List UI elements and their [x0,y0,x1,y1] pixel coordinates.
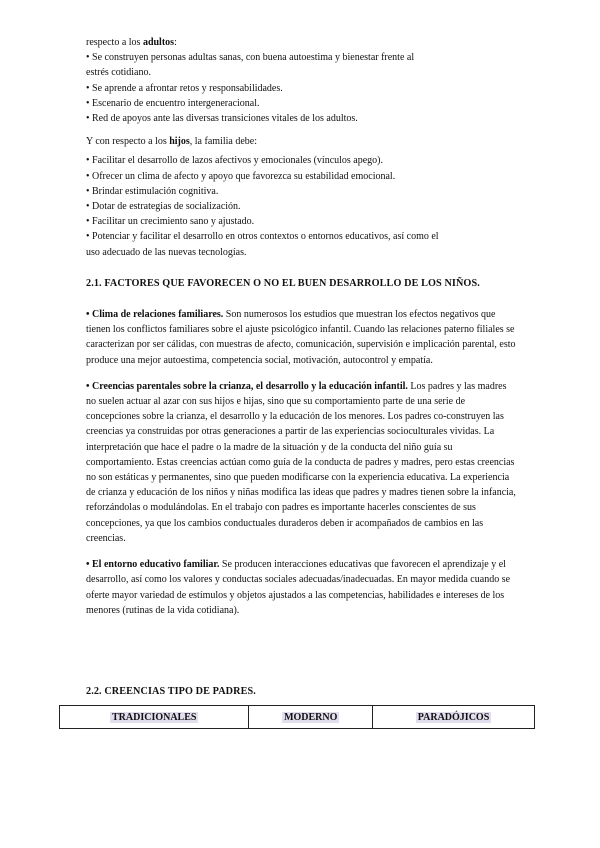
factor-parental-beliefs: • Creencias parentales sobre la crianza, el desarrollo y la educación infantil. Los padres y las madres no suelen actuar al azar con sus hijos e hijas, sino que su comportamiento parte de una serie de concepciones sobre la crianza, el desarrollo y la educación de los menores. Los padres co-construyen las creencias ya construidas por otras generaciones a partir de las experiencias socioculturales vividas. La interpretación que hace el padre o la madre de la situación y de la conducta del niño guía su comportamiento. Estas creencias actúan como guía de la conducta de padres y madres, pero estas creencias no son estáticas y permanentes, sino que pueden modificarse con la experiencia educativa. La experiencia de crianza y educación de los niños y niñas modifica las ideas que padres y madres tienen sobre la infancia, reforzándolas o modulándolas. En el trabajo con padres es importante hacerles conscientes de sus concepciones, ya que los cambios conductuales duraderos deben ir acompañados de cambios en las creencias. [86,380,516,544]
section-heading-2-2: 2.2. CREENCIAS TIPO DE PADRES. [86,686,256,697]
factor-educational-environment: • El entorno educativo familiar. Se producen interacciones educativas que favorecen el aprendizaje y el desarrollo, así como los valores y conductas sociales adecuadas/inadecuadas. En mayor medida cuando se oferte mayor variedad de estímulos y objetos ajustados a las competencias, habilidades e intereses de los menores (rutinas de la vida cotidiana). [86,559,511,616]
list-item: uso adecuado de las nuevas tecnologías. [86,246,247,258]
factor-family-climate: • Clima de relaciones familiares. Son numerosos los estudios que muestran los efectos negativos que tienen los conflictos familiares sobre el ajuste psicológico infantil. Cuando las relaciones paterno filiales se caracterizan por ser cálidas, con muestras de afecto, comunicación, supervisión e implicación parental, esto produce una mejor autoestima, competencia social, motivación, autocontrol y empatía. [86,309,516,366]
section-heading-2-1: 2.1. FACTORES QUE FAVORECEN O NO EL BUEN DESARROLLO DE LOS NIÑOS. [86,277,480,289]
list-item: • Potenciar y facilitar el desarrollo en otros contextos o entornos educativos, así como el [86,231,439,243]
table-header-modern: MODERNO [249,706,373,729]
table-header-traditional: TRADICIONALES [60,706,249,729]
document-page [86,35,516,618]
list-item: • Ofrecer un clima de afecto y apoyo que favorezca su estabilidad emocional. [86,170,396,182]
list-item: • Facilitar el desarrollo de lazos afectivos y emocionales (vínculos apego). [86,155,384,167]
list-item: • Red de apoyos ante las diversas transiciones vitales de los adultos. [86,113,358,125]
table-header-paradoxical: PARADÓJICOS [373,706,535,729]
list-item: estrés cotidiano. [86,67,151,79]
beliefs-table [59,705,535,729]
adults-intro: respecto a los adultos: [86,37,177,48]
children-intro: Y con respecto a los hijos, la familia debe: [86,136,257,148]
list-item: • Escenario de encuentro intergeneracional. [86,97,260,109]
list-item: • Se construyen personas adultas sanas, con buena autoestima y bienestar frente al [86,52,415,64]
list-item: • Brindar estimulación cognitiva. [86,185,219,197]
list-item: • Facilitar un crecimiento sano y ajustado. [86,216,255,228]
list-item: • Dotar de estrategias de socialización. [86,201,241,213]
list-item: • Se aprende a afrontar retos y responsabilidades. [86,82,283,94]
table-row [60,706,535,729]
